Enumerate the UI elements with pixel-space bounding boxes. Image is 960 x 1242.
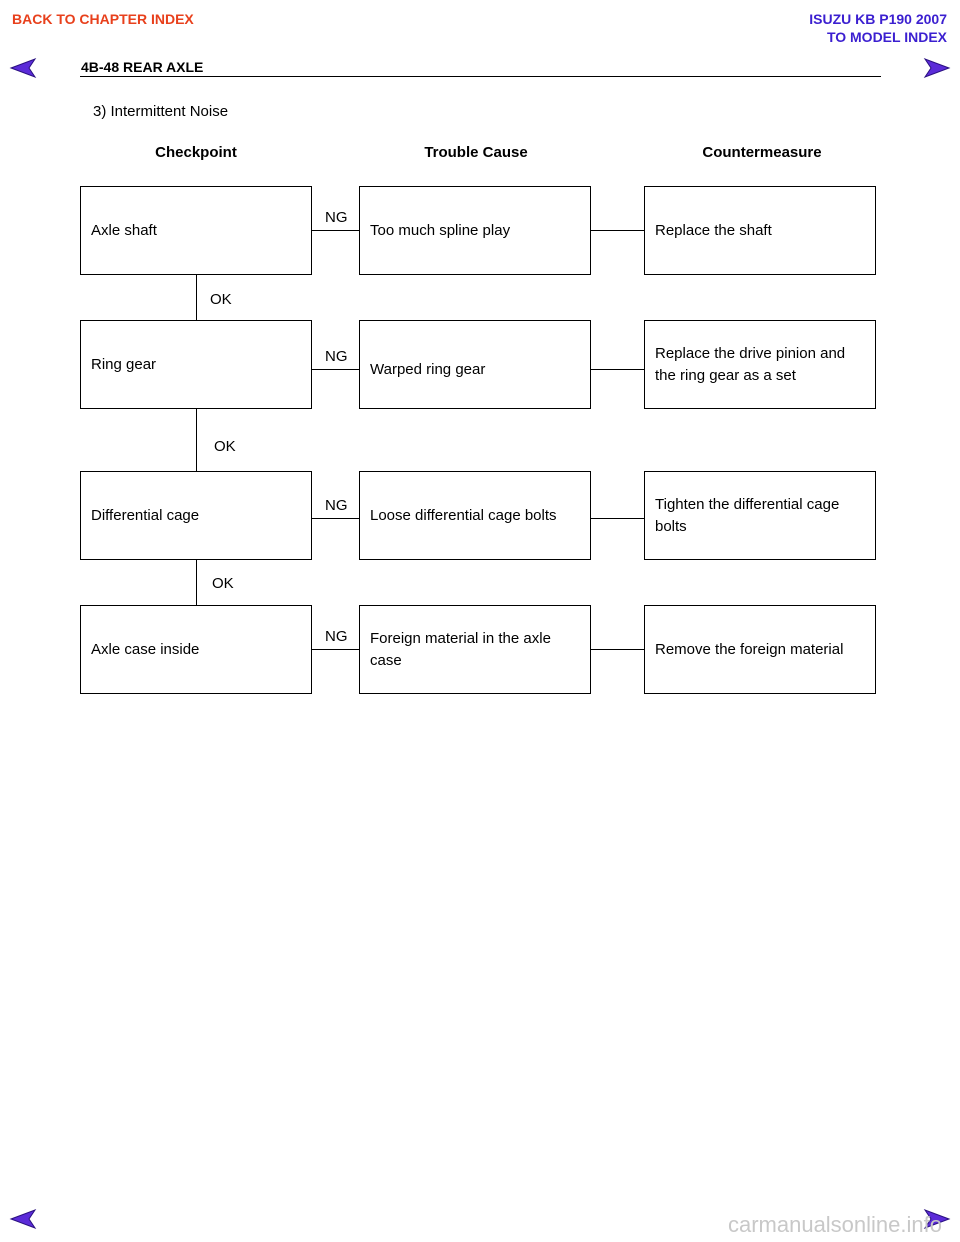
- page-header: 4B-48 REAR AXLE: [81, 59, 204, 75]
- ok-connector: [196, 409, 197, 471]
- arrow-left-icon[interactable]: [9, 1209, 37, 1229]
- ok-connector: [196, 560, 197, 605]
- ng-connector: [312, 649, 359, 650]
- ng-label: NG: [325, 628, 348, 645]
- ok-label: OK: [212, 575, 234, 592]
- column-heading-countermeasure: Countermeasure: [702, 144, 822, 161]
- checkpoint-box: [80, 320, 312, 409]
- countermeasure-box: [644, 320, 876, 409]
- countermeasure-label: Replace the drive pinion and the ring gear as a set: [655, 344, 846, 384]
- countermeasure-box: [644, 605, 876, 694]
- cause-box: [359, 320, 591, 409]
- checkpoint-box: [80, 186, 312, 275]
- section-title: 3) Intermittent Noise: [93, 103, 229, 120]
- ok-connector: [196, 275, 197, 320]
- checkpoint-label: Axle shaft: [91, 221, 157, 239]
- cause-box: [359, 186, 591, 275]
- countermeasure-connector: [591, 518, 644, 519]
- column-heading-trouble-cause: Trouble Cause: [424, 144, 528, 161]
- watermark: carmanualsonline.info: [727, 1212, 942, 1237]
- cause-label: Warped ring gear: [370, 360, 486, 378]
- cause-label: Foreign material in the axle case: [370, 629, 551, 669]
- checkpoint-label: Differential cage: [91, 506, 200, 524]
- countermeasure-box: [644, 186, 876, 275]
- model-title[interactable]: ISUZU KB P190 2007: [809, 11, 947, 27]
- back-to-chapter-index-link[interactable]: BACK TO CHAPTER INDEX: [12, 11, 194, 27]
- checkpoint-box: [80, 471, 312, 560]
- to-model-index-link[interactable]: TO MODEL INDEX: [826, 29, 947, 45]
- countermeasure-label: Tighten the differential cage bolts: [655, 495, 840, 535]
- countermeasure-connector: [591, 369, 644, 370]
- cause-label: Too much spline play: [370, 221, 511, 239]
- ok-label: OK: [210, 291, 232, 308]
- arrow-left-icon[interactable]: [9, 58, 37, 78]
- checkpoint-box: [80, 605, 312, 694]
- countermeasure-label: Remove the foreign material: [655, 640, 844, 658]
- countermeasure-box: [644, 471, 876, 560]
- ng-connector: [312, 230, 359, 231]
- ok-label: OK: [214, 438, 236, 455]
- ng-label: NG: [325, 209, 348, 226]
- ng-connector: [312, 518, 359, 519]
- countermeasure-label: Replace the shaft: [655, 221, 772, 239]
- countermeasure-connector: [591, 230, 644, 231]
- ng-connector: [312, 369, 359, 370]
- cause-box: [359, 605, 591, 694]
- ng-label: NG: [325, 348, 348, 365]
- ng-label: NG: [325, 497, 348, 514]
- checkpoint-label: Ring gear: [91, 355, 157, 373]
- arrow-right-icon[interactable]: [923, 58, 951, 78]
- cause-label: Loose differential cage bolts: [370, 506, 557, 524]
- header-divider: [80, 76, 881, 77]
- checkpoint-label: Axle case inside: [91, 640, 200, 658]
- cause-box: [359, 471, 591, 560]
- column-heading-checkpoint: Checkpoint: [155, 144, 237, 161]
- countermeasure-connector: [591, 649, 644, 650]
